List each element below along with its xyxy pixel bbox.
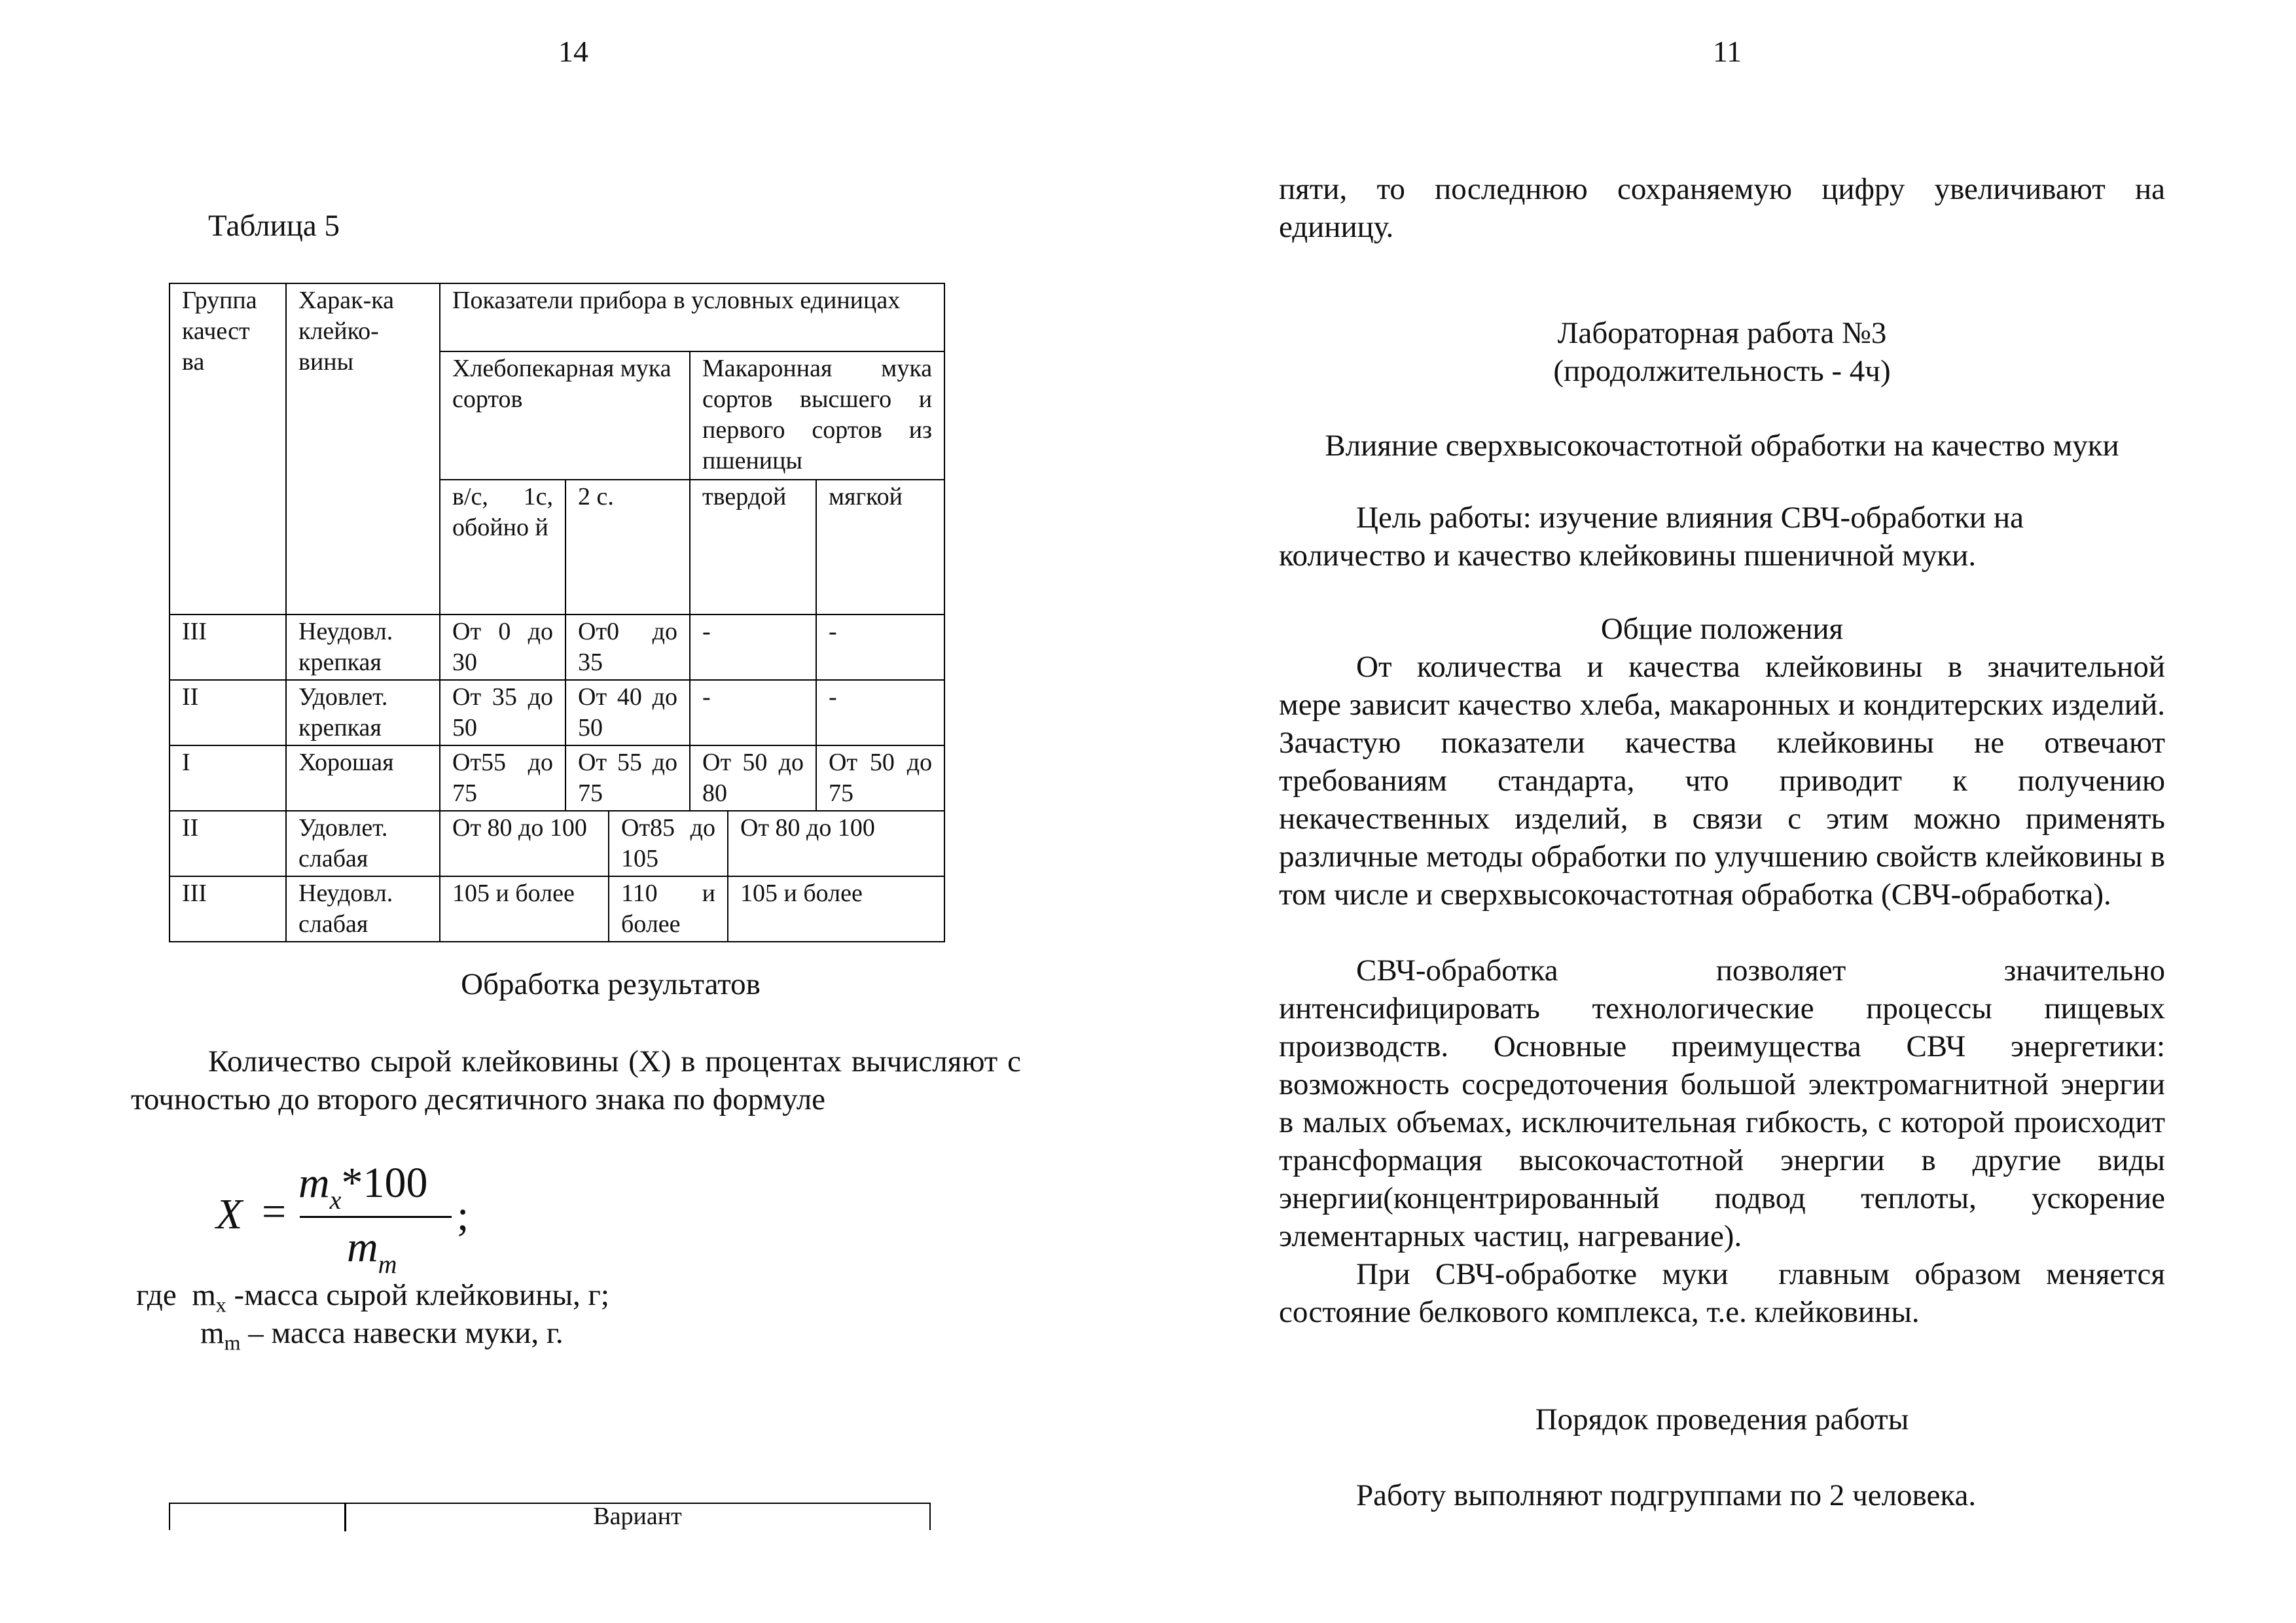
table-row (170, 680, 944, 745)
fraction-bar (300, 1216, 452, 1218)
lab-title: Лабораторная работа №3 (1557, 316, 1887, 350)
variant-table (169, 1503, 931, 1530)
procedure-text: Работу выполняют подгруппами по 2 человека. (1356, 1478, 1977, 1512)
header-device-readings: Показатели прибора в условных единицах (440, 283, 944, 351)
header-sort-2: 2 с. (565, 480, 690, 615)
cell-value: От 80 до 100 (440, 811, 609, 876)
table-row (170, 615, 944, 680)
cell-value: От 80 до 100 (728, 811, 944, 876)
section-title-results: Обработка результатов (461, 967, 761, 1001)
para2-first-line: СВЧ-обработка позволяет значительно (1356, 954, 2165, 988)
para1-body: мере зависит качество хлеба, макаронных и кондитерских изделий. Зачастую показатели качества клейковины не отвечают требованиям стандарта, что приводит к получению некачественных изделий, в связи с этим можно применять различные методы обработки по улучшению свойств клейковины в том числе и сверхвысокочастотная обработка (СВЧ-обработка). (1279, 688, 2165, 912)
formula-lhs: X (216, 1190, 243, 1238)
cell-value: - (816, 615, 944, 680)
cell-value: От85 до 105 (609, 811, 728, 876)
header-gluten-char: Харак-ка клейко-вины (286, 283, 440, 615)
cell-value: 105 и более (728, 876, 944, 942)
cell-group: III (170, 615, 286, 680)
header-group: Группа качест ва (170, 283, 286, 615)
cell-value: 110 и более (609, 876, 728, 942)
table-row (170, 811, 944, 876)
lab-duration: (продолжительность - 4ч) (1553, 354, 1891, 388)
cell-group: II (170, 811, 286, 876)
cell-char: Удовлет. крепкая (286, 680, 440, 745)
continuation-line-2: единицу. (1279, 210, 1394, 244)
cell-group: II (170, 680, 286, 745)
variant-label: Вариант (593, 1503, 682, 1530)
cell-value: От55 до 75 (440, 745, 565, 811)
cell-value: - (690, 680, 816, 745)
cell-char: Неудовл. слабая (286, 876, 440, 942)
table-row (170, 745, 944, 811)
cell-value: - (816, 680, 944, 745)
header-sort-1: в/с, 1с, обойно й (440, 480, 565, 615)
cell-value: От 55 до 75 (565, 745, 690, 811)
cell-group: III (170, 876, 286, 942)
cell-value: 105 и более (440, 876, 609, 942)
continuation-line-1: пяти, то последнюю сохраняемую цифру увеличивают на (1279, 172, 2165, 206)
cell-char: Неудовл. крепкая (286, 615, 440, 680)
header-soft-wheat: мягкой (816, 480, 944, 615)
para2-body: интенсифицировать технологические процессы пищевых производств. Основные преимущества СВЧ энергетики: возможность сосредоточения большой электромагнитной энергии в малых объемах, исключительная гибкость, с которой происходит трансформация высокочастотной энергии в другие виды энергии(концентрированный подвод теплоты, ускорение элементарных частиц, нагревание). (1279, 991, 2165, 1253)
formula-equals: = (262, 1188, 287, 1236)
results-paragraph: Количество сырой клейковины (Х) в процентах вычисляют с точностью до второго десятичного знака по формуле (131, 1044, 1021, 1116)
gluten-quality-table (169, 283, 945, 942)
formula-semicolon: ; (457, 1192, 469, 1240)
gluten-formula (216, 1158, 543, 1283)
table-row (170, 876, 944, 942)
formula-denominator: $m_m$ (347, 1223, 397, 1279)
cell-value: От 50 до 80 (690, 745, 816, 811)
cell-value: От 50 до 75 (816, 745, 944, 811)
table-caption: Таблица 5 (208, 209, 340, 243)
page-number-right: 11 (1712, 35, 1742, 68)
cell-char: Удовлет. слабая (286, 811, 440, 876)
goal-line-1: Цель работы: изучение влияния СВЧ-обработки на (1356, 501, 2024, 535)
cell-value: От 0 до 30 (440, 615, 565, 680)
cell-value: От 40 до 50 (565, 680, 690, 745)
header-hard-wheat: твердой (690, 480, 816, 615)
goal-line-2: количество и качество клейковины пшеничной муки. (1279, 539, 1977, 573)
cell-char: Хорошая (286, 745, 440, 811)
cell-value: - (690, 615, 816, 680)
general-title: Общие положения (1600, 612, 1844, 646)
procedure-title: Порядок проведения работы (1535, 1402, 1909, 1436)
where-line-2: $m_m$ – масса навески муки, г. (200, 1316, 564, 1355)
lab-topic: Влияние сверхвысокочастотной обработки на качество муки (1325, 429, 2119, 463)
cell-value: От0 до 35 (565, 615, 690, 680)
para1-first-line: От количества и качества клейковины в значительной (1356, 650, 2165, 684)
where-line-1: где $m_x$ -масса сырой клейковины, г; (136, 1278, 609, 1317)
right-page (1148, 0, 2296, 1623)
page-number-left: 14 (558, 35, 588, 68)
header-pasta-flour: Макаронная мука сортов высшего и первого сортов из пшеницы (690, 351, 944, 480)
para3-body: состояние белкового комплекса, т.е. клейковины. (1279, 1295, 1920, 1329)
formula-numerator: $m_x*100$ (298, 1159, 428, 1215)
cell-group: I (170, 745, 286, 811)
cell-value: От 35 до 50 (440, 680, 565, 745)
header-bread-flour: Хлебопекарная мука сортов (440, 351, 690, 480)
para3-first-line: При СВЧ-обработке муки главным образом меняется (1356, 1257, 2165, 1291)
